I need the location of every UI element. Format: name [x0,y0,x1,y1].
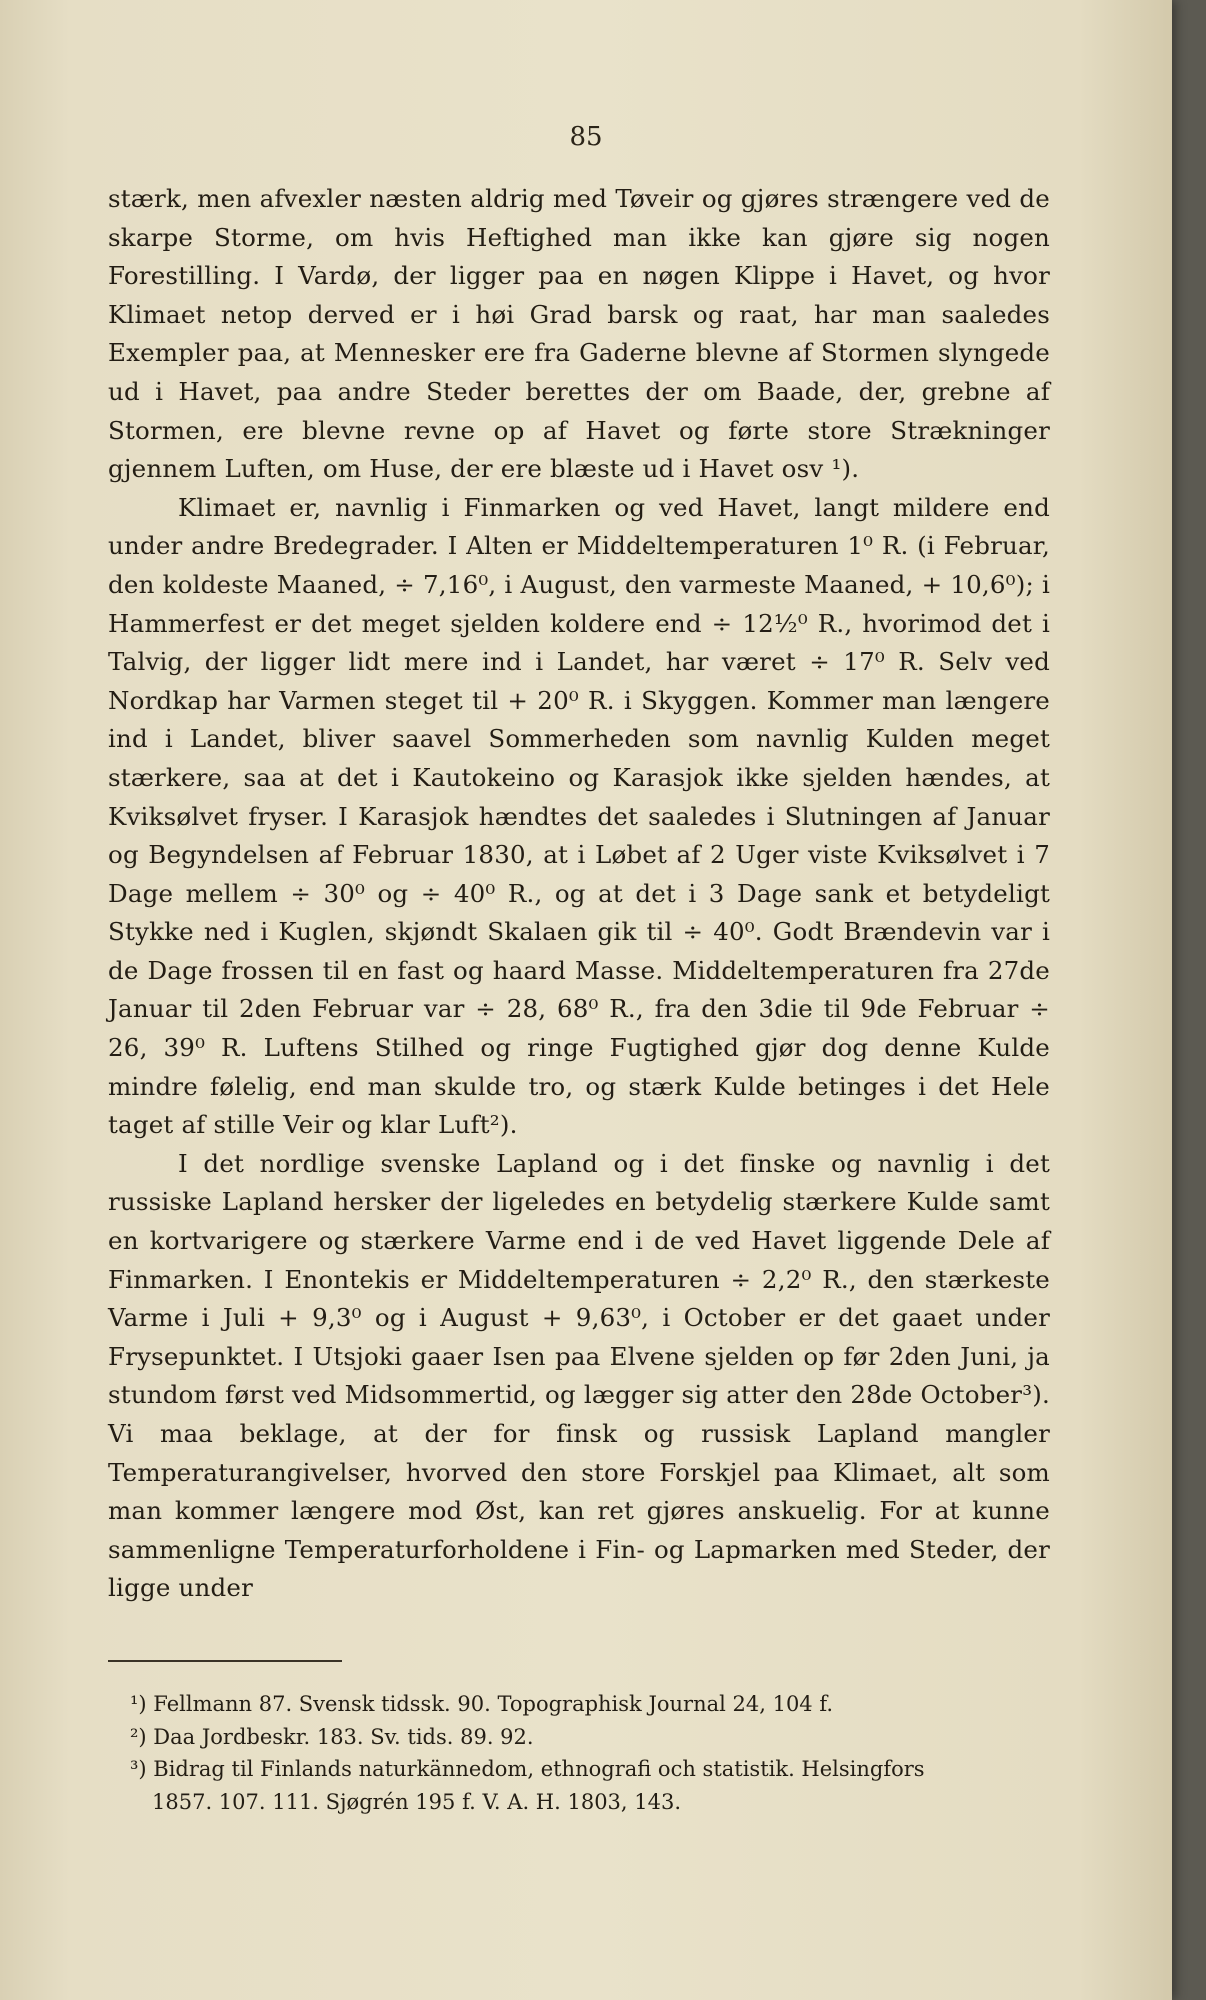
footnote-divider [108,1660,342,1662]
page-number: 85 [569,122,603,152]
footnote-3: ³) Bidrag til Finlands naturkännedom, ethnografi och statistik. Helsingfors [130,1757,925,1781]
footnote-3-continuation: 1857. 107. 111. Sjøgrén 195 f. V. A. H. 1803, 143. [152,1789,682,1814]
body-text [108,180,1050,1608]
paragraph-1: stærk, men afvexler næsten aldrig med Tøveir og gjøres strængere ved de skarpe Storme, om hvis Heftighed man ikke kan gjøre sig nogen Forestilling. I Vardø, der ligger paa en nøgen Klippe i Havet, og hvor Klimaet netop derved er i høi Grad barsk og raat, har man saaledes Exempler paa, at Mennesker ere fra Gaderne blevne af Stormen slyngede ud i Havet, paa andre Steder berettes der om Baade, der, grebne af Stormen, ere blevne revne op af Havet og førte store Strækninger gjennem Luften, om Huse, der ere blæste ud i Havet osv ¹). [108,184,1050,484]
footnote-2: ²) Daa Jordbeskr. 183. Sv. tids. 89. 92. [130,1724,534,1749]
paragraph-3: I det nordlige svenske Lapland og i det finske og navnlig i det russiske Lapland hersker der ligeledes en betydelig stærkere Kulde samt en kortvarigere og stærkere Varme end i de ved Havet liggende Dele af Finmarken. I Enontekis er Middeltemperaturen ÷ 2,2⁰ R., den stærkeste Varme i Juli + 9,3⁰ og i August + 9,63⁰, i October er det gaaet under Frysepunktet. I Utsjoki gaaer Isen paa Elvene sjelden op før 2den Juni, ja stundom først ved Midsommertid, og lægger sig atter den 28de October³). Vi maa beklage, at der for finsk og russisk Lapland mangler Temperaturangivelser, hvorved den store Forskjel paa Klimaet, alt som man kommer længere mod Øst, kan ret gjøres anskuelig. For at kunne sammenligne Temperaturforholdene i Fin- og Lapmarken med Steder, der ligge under [108,1148,1050,1603]
footnotes [130,1688,1050,1818]
paragraph-2: Klimaet er, navnlig i Finmarken og ved Havet, langt mildere end under andre Bredegrader. I Alten er Middeltemperaturen 1⁰ R. (i Februar, den koldeste Maaned, ÷ 7,16⁰, i August, den varmeste Maaned, + 10,6⁰); i Hammerfest er det meget sjelden koldere end ÷ 12½⁰ R., hvorimod det i Talvig, der ligger lidt mere ind i Landet, har været ÷ 17⁰ R. Selv ved Nordkap har Varmen steget til + 20⁰ R. i Skyggen. Kommer man længere ind i Landet, bliver saavel Sommerheden som navnlig Kulden meget stærkere, saa at det i Kautokeino og Karasjok ikke sjelden hændes, at Kviksølvet fryser. I Karasjok hændtes det saaledes i Slutningen af Januar og Begyndelsen af Februar 1830, at i Løbet af 2 Uger viste Kviksølvet i 7 Dage mellem ÷ 30⁰ og ÷ 40⁰ R., og at det i 3 Dage sank et betydeligt Stykke ned i Kuglen, skjøndt Skalaen gik til ÷ 40⁰. Godt Brændevin var i de Dage frossen til en fast og haard Masse. Middeltemperaturen fra 27de Januar til 2den Februar var ÷ 28, 68⁰ R., fra den 3die til 9de Februar ÷ 26, 39⁰ R. Luftens Stilhed og ringe Fugtighed gjør dog denne Kulde mindre følelig, end man skulde tro, og stærk Kulde betinges i det Hele taget af stille Veir og klar Luft²). [108,492,1050,1140]
footnote-1: ¹) Fellmann 87. Svensk tidssk. 90. Topographisk Journal 24, 104 f. [130,1692,834,1716]
